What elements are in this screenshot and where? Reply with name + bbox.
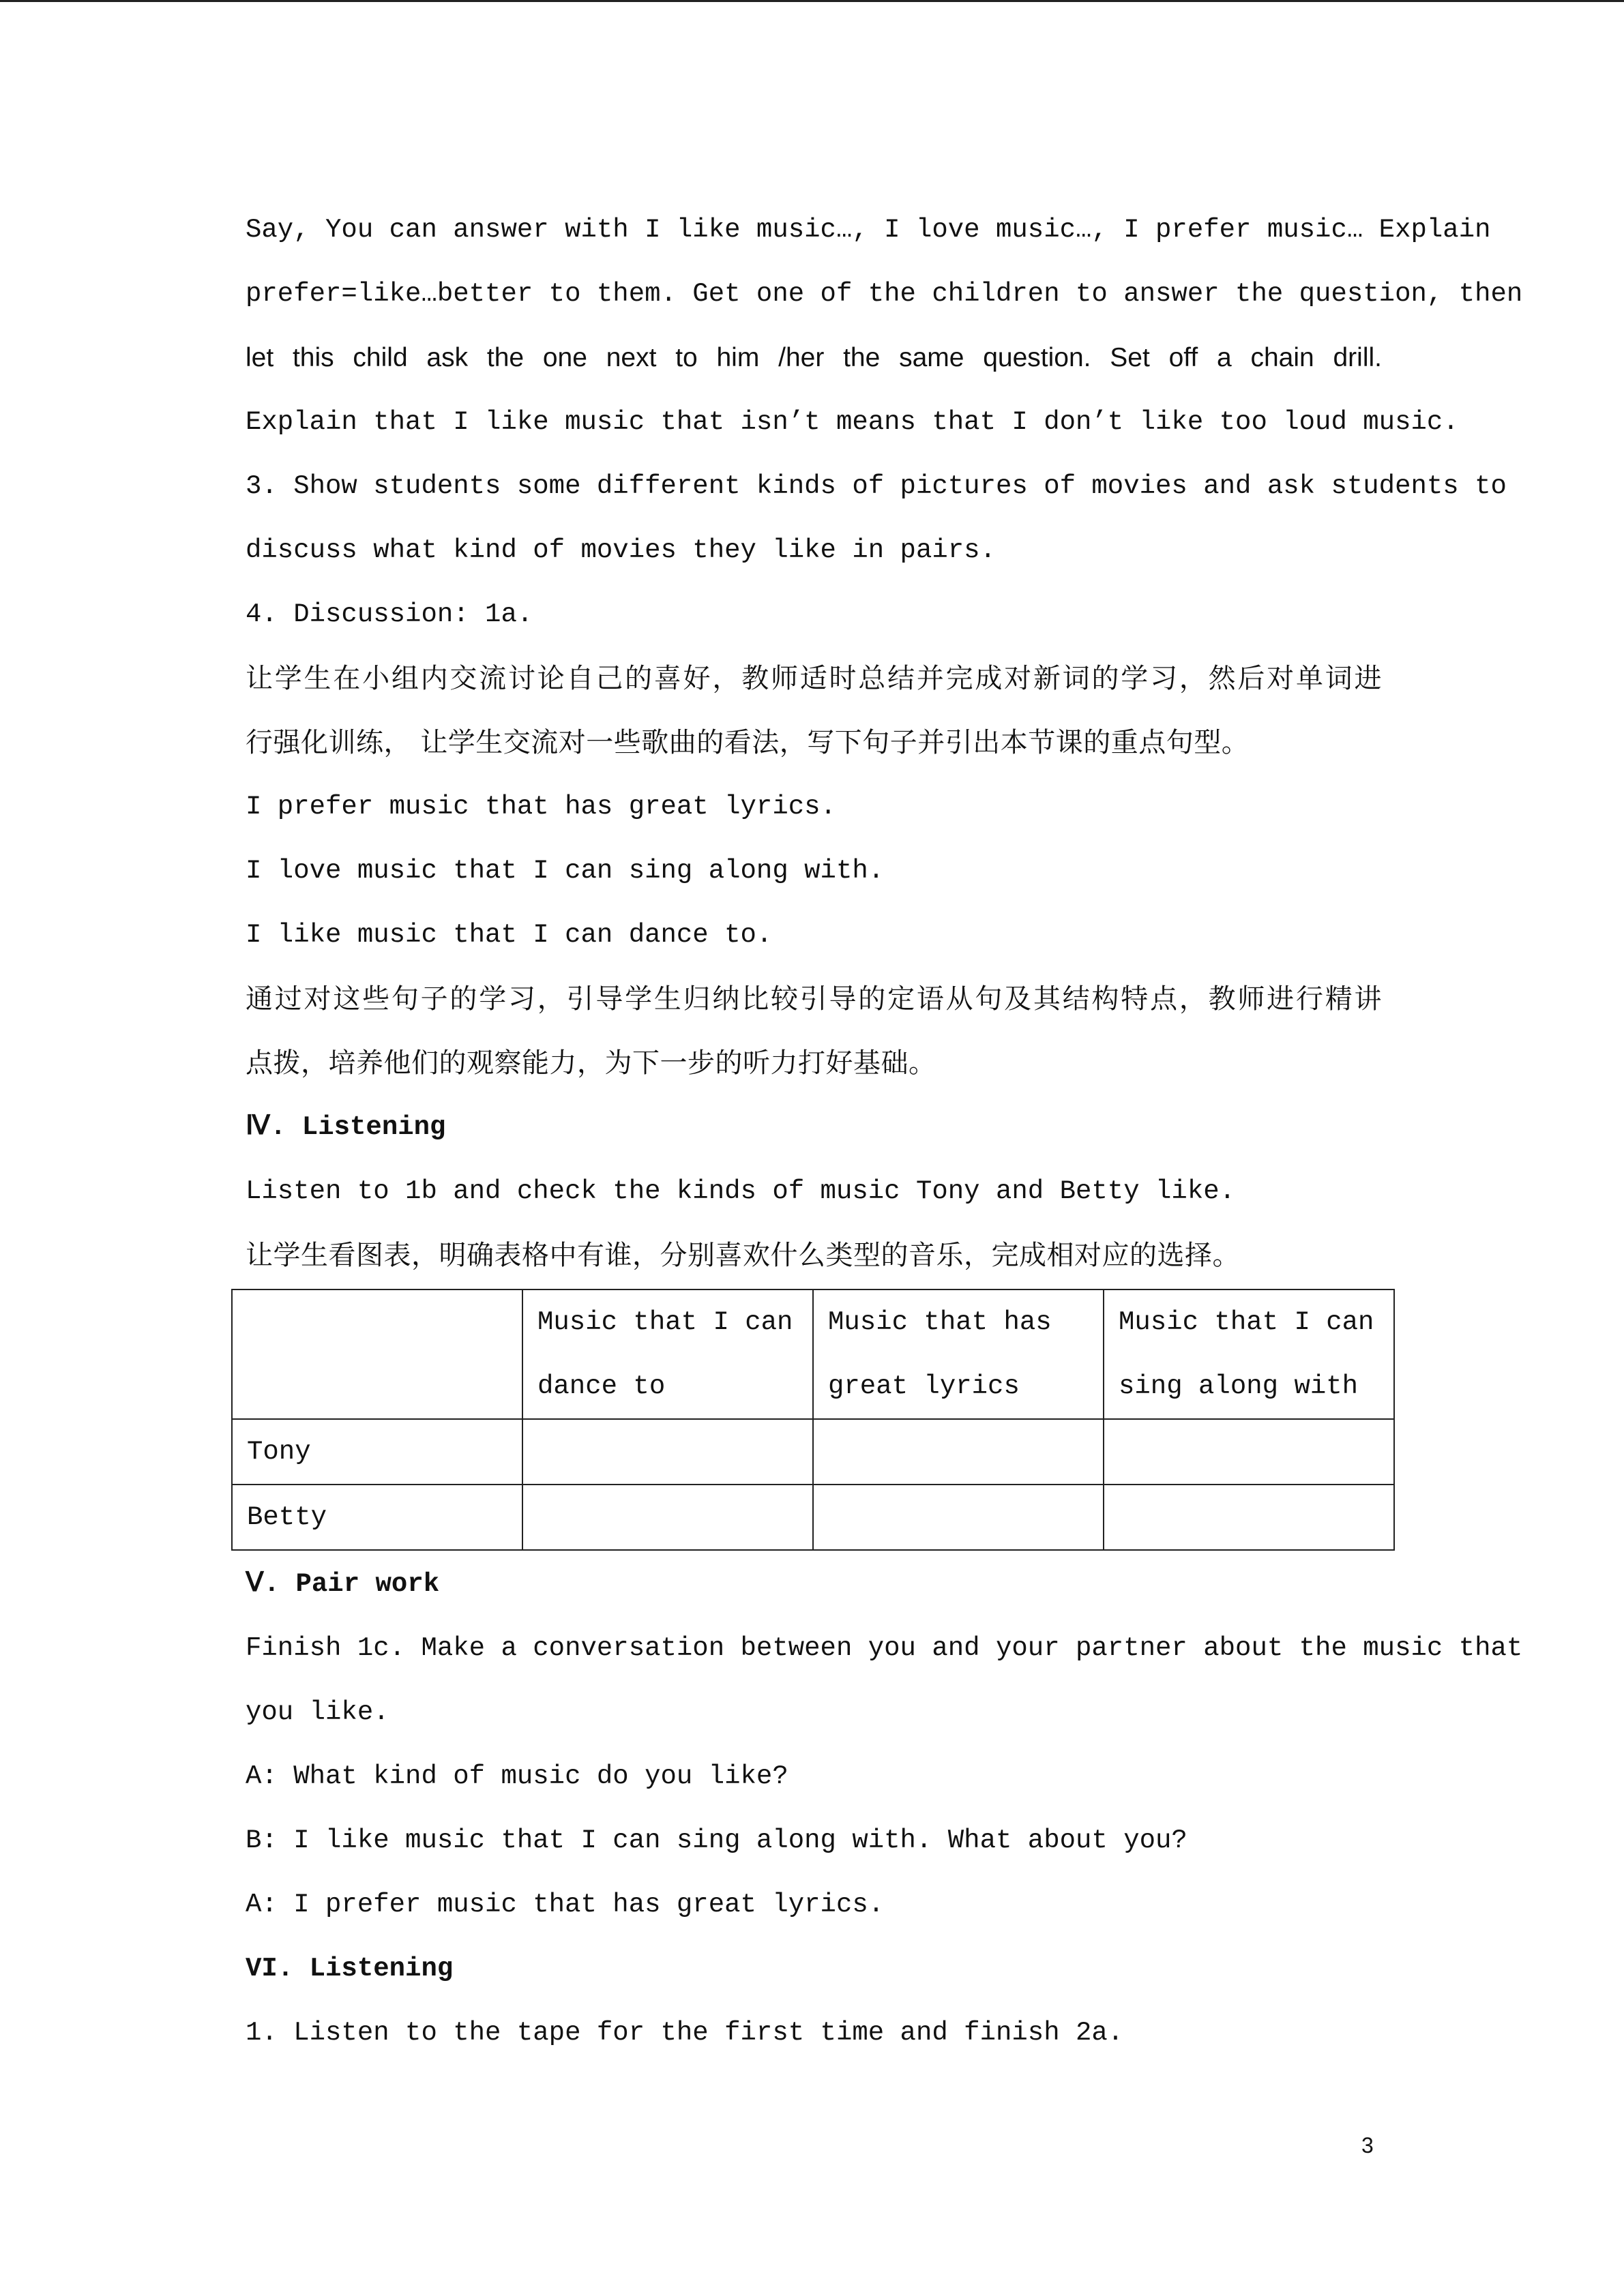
header-text-line: Music that I can [537,1307,793,1337]
listening-instruction: Listen to 1b and check the kinds of music Tony and Betty like. [246,1176,1236,1206]
listening-instruction-chinese: 让学生看图表，明确表格中有谁，分别喜欢什么类型的音乐，完成相对应的选择。 [246,1240,1240,1271]
music-preference-table [231,1289,1395,1551]
section-heading-pair-work: Ⅴ. Pair work [246,1569,440,1599]
example-sentence: I love music that I can sing along with. [246,856,885,886]
paragraph-line-chinese: 通过对这些句子的学习，引导学生归纳比较引导的定语从句及其结构特点，教师进行精讲 [246,983,1382,1015]
table-header-cell [522,1289,813,1419]
row-label-cell: Betty [232,1485,522,1550]
table-header-cell [813,1289,1104,1419]
top-border-line [0,0,1624,2]
example-sentence: I like music that I can dance to. [246,920,773,950]
row-label-cell: Tony [232,1419,522,1485]
example-sentence: I prefer music that has great lyrics. [246,792,836,822]
section-heading-listening-2: VI. Listening [246,1954,454,1984]
table-row [232,1485,1394,1550]
table-cell [522,1485,813,1550]
table-cell [522,1419,813,1485]
page-number: 3 [1361,2133,1374,2158]
header-text-line: dance to [537,1371,666,1401]
table-corner-cell [232,1289,522,1419]
dialogue-line: B: I like music that I can sing along with. What about you? [246,1825,1187,1855]
listening-2-instruction: 1. Listen to the tape for the first time and finish 2a. [246,2018,1124,2048]
table-header-cell [1104,1289,1394,1419]
table-header-row [232,1289,1394,1419]
table-row [232,1419,1394,1485]
paragraph-line-chinese: 点拨，培养他们的观察能力，为下一步的听力打好基础。 [246,1047,936,1079]
table-cell [1104,1485,1394,1550]
section-heading-listening: Ⅳ. Listening [246,1112,446,1142]
header-text-line: Music that I can [1119,1307,1374,1337]
dialogue-line: A: What kind of music do you like? [246,1761,788,1791]
pair-work-line: Finish 1c. Make a conversation between you and your partner about the music that [246,1633,1523,1663]
dialogue-line: A: I prefer music that has great lyrics. [246,1890,885,1920]
paragraph-line-chinese: 让学生在小组内交流讨论自己的喜好，教师适时总结并完成对新词的学习，然后对单词进 [246,663,1382,694]
paragraph-line: Say, You can answer with I like music…, I love music…, I prefer music… Explain [246,215,1491,245]
paragraph-line: let this child ask the one next to him /her the same question. Set off a chain drill. [246,343,1382,372]
paragraph-line: prefer=like…better to them. Get one of the children to answer the question, then [246,279,1523,309]
page-body [246,198,1523,2065]
header-text-line: sing along with [1119,1371,1359,1401]
paragraph-line: discuss what kind of movies they like in pairs. [246,535,996,565]
table-cell [1104,1419,1394,1485]
paragraph-line: 4. Discussion: 1a. [246,599,533,629]
header-text-line: Music that has [828,1307,1052,1337]
paragraph-line-chinese: 行强化训练， 让学生交流对一些歌曲的看法，写下句子并引出本节课的重点句型。 [246,727,1250,758]
table-cell [813,1419,1104,1485]
pair-work-line: you like. [246,1697,389,1727]
header-text-line: great lyrics [828,1371,1020,1401]
table-cell [813,1485,1104,1550]
paragraph-line: 3. Show students some different kinds of pictures of movies and ask students to [246,471,1507,501]
paragraph-line: Explain that I like music that isn’t means that I don’t like too loud music. [246,407,1459,437]
